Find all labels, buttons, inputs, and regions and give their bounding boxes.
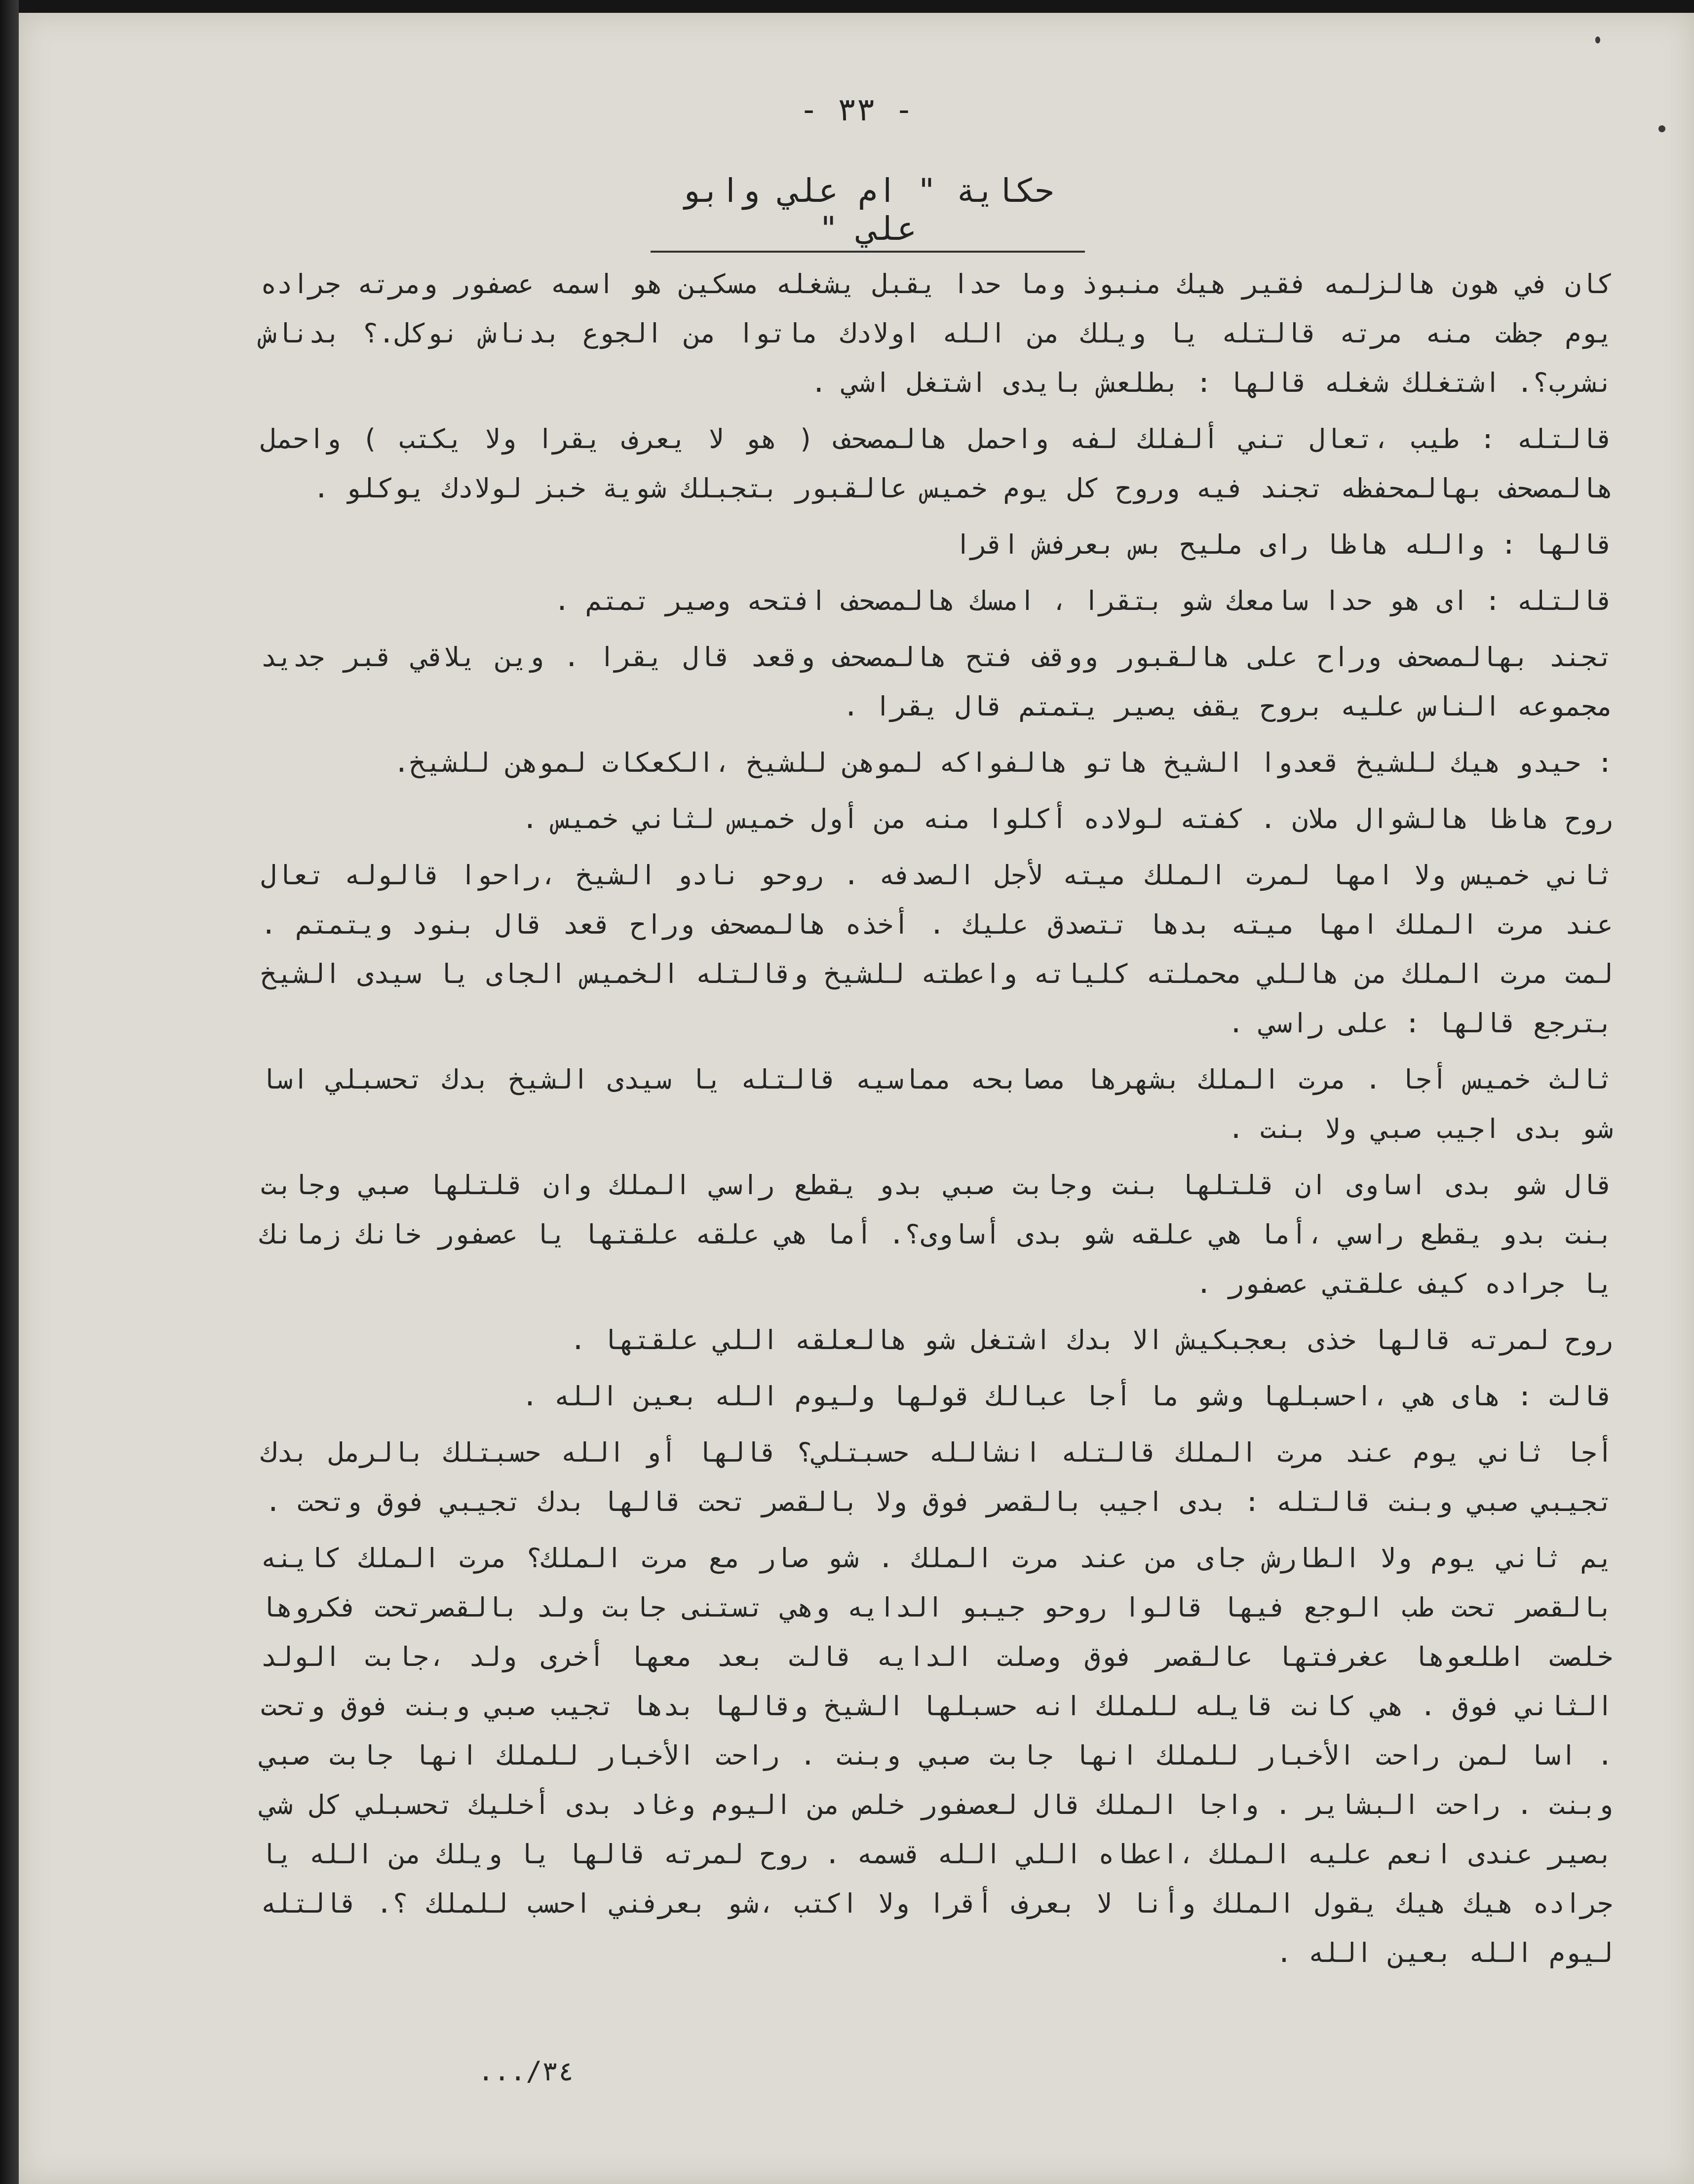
page-number: - ٣٣ - [799, 92, 914, 128]
paragraph: : حيدو هيك للشيخ قعدوا الشيخ هاتو هالفواكه لموهن للشيخ ،الكعكات لموهن للشيخ. [393, 747, 1613, 778]
punch-mark [1595, 37, 1600, 43]
next-page-marker: ٣٤/... [478, 2056, 575, 2087]
paragraph: كان في هون هالزلمه فقير هيك منبوذ وما حدا يقبل يشغله مسكين هو اسمه عصفور ومرته جراده يوم جظت منه مرته قالتله يا ويلك من الله اولادك ماتوا من الجوع بدناش نوكل.؟ بدناش نشرب؟. اشتغلك شغله قالها : بطلعش بايدى اشتغل اشي . [261, 268, 1613, 398]
paragraph: تجند بهالمصحف وراح على هالقبور ووقف فتح هالمصحف وقعد قال يقرا . وين يلاقي قبر جديد مجموعه الناس عليه بروح يقف يصير يتمتم قال يقرا . [261, 641, 1613, 722]
paragraph: روح هاظا هالشوال ملان . كفته لولاده أكلوا منه من أول خميس لثاني خميس . [522, 803, 1613, 834]
scan-left-edge [0, 0, 19, 2184]
paragraph: يم ثاني يوم ولا الطارش جاى من عند مرت الملك . شو صار مع مرت الملك؟ مرت الملك كاينه بالقصر تحت طب الوجع فيها قالوا روحو جيبو الدايه وهي تستنى جابت ولد بالقصرتحت فكروها خلصت اطلعوها عغرفتها عالقصر فوق وصلت الدايه قالت بعد معها أخرى ولد ،جابت الولد الثاني فوق . هي كانت قايله للملك انه حسبلها الشيخ وقالها بدها تجيب صبي وبنت فوق وتحت . اسا لمن راحت الأخبار للملك انها جابت صبي وبنت . راحت الأخبار للملك انها جابت صبي وبنت . راحت البشاير . واجا الملك قال لعصفور خلص من اليوم وغاد بدى أخليك تحسبلي كل شي بصير عندى انعم عليه الملك ،اعطاه اللي الله قسمه . روح لمرته قالها يا ويلك من الله يا جراده هيك هيك يقول الملك وأنا لا بعرف أقرا ولا اكتب ،شو بعرفني احسب للملك ؟. قالتله ليوم الله بعين الله . [261, 1543, 1613, 1968]
paragraph: أجا ثاني يوم عند مرت الملك قالتله انشالله حسبتلي؟ قالها أو الله حسبتلك بالرمل بدك تجيبي صبي وبنت قالتله : بدى اجيب بالقصر فوق ولا بالقصر تحت قالها بدك تجيبي فوق وتحت . [261, 1437, 1613, 1517]
paragraph: قالتله : اى هو حدا سامعك شو بتقرا ، امسك هالمصحف افتحه وصير تمتم . [554, 585, 1613, 616]
paragraph: قالها : والله هاظا راى مليح بس بعرفش اقرا [955, 529, 1613, 560]
paragraph: قال شو بدى اساوى ان قلتلها بنت وجابت صبي بدو يقطع راسي الملك وان قلتلها صبي وجابت بنت بدو يقطع راسي ،أما هي علقه شو بدى أساوى؟. أما هي علقه علقتها يا عصفور خانك زمانك يا جراده كيف علقتي عصفور . [261, 1169, 1613, 1299]
document-page [19, 13, 1694, 2184]
paragraph: قالت : هاى هي ،احسبلها وشو ما أجا عبالك قولها وليوم الله بعين الله . [522, 1381, 1613, 1412]
paragraph: ثاني خميس ولا امها لمرت الملك ميته لأجل الصدفه . روحو نادو الشيخ ،راحوا قالوله تعال عند مرت الملك امها ميته بدها تتصدق عليك . أخذه هالمصحف وراح قعد قال بنود ويتمتم . لمت مرت الملك من هاللي محملته كلياته واعطته للشيخ وقالتله الخميس الجاى يا سيدى الشيخ بترجع قالها : على راسي . [261, 860, 1613, 1039]
story-title: حكاية " ام علي وابو علي " [651, 172, 1085, 253]
paragraph: روح لمرته قالها خذى بعجبكيش الا بدك اشتغل شو هالعلقه اللي علقتها . [570, 1324, 1613, 1356]
paragraph: قالتله : طيب ،تعال تني ألفلك لفه واحمل هالمصحف ( هو لا يعرف يقرا ولا يكتب ) واحمل هالمصحف بهالمحفظه تجند فيه وروح كل يوم خميس عالقبور بتجبلك شوية خبز لولادك يوكلو . [261, 423, 1613, 504]
story-body [261, 260, 1613, 1985]
scan-top-edge [0, 0, 1694, 13]
paragraph: ثالث خميس أجا . مرت الملك بشهرها مصابحه مماسيه قالتله يا سيدى الشيخ بدك تحسبلي اسا شو بدى اجيب صبي ولا بنت . [261, 1064, 1613, 1144]
